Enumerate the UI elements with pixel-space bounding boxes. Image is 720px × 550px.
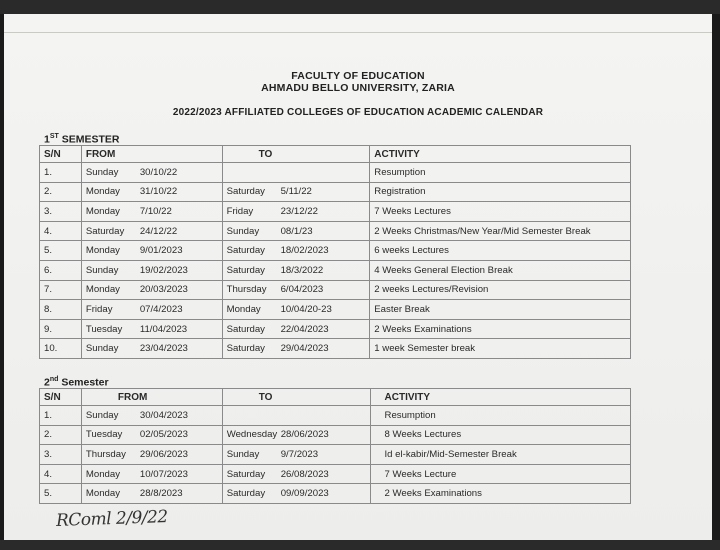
to-day: Thursday (226, 284, 267, 296)
to-day: Saturday (226, 186, 265, 198)
from-date: 11/04/2023 (139, 323, 188, 335)
cell-activity: 7 Weeks Lectures (370, 202, 631, 222)
cell-from (81, 241, 222, 261)
cell-to (222, 260, 370, 280)
cell-activity: Easter Break (370, 300, 631, 320)
table-row (40, 280, 631, 300)
from-date: 23/04/2023 (139, 343, 188, 355)
cell-from (81, 406, 222, 426)
cell-sn: 8. (40, 300, 82, 320)
from-day: Sunday (85, 264, 119, 276)
col-header-to: TO (222, 146, 370, 163)
from-date: 30/10/22 (139, 166, 178, 178)
cell-to (222, 182, 370, 202)
to-day: Sunday (226, 225, 260, 237)
cell-activity: Resumption (370, 163, 631, 183)
to-day: Saturday (226, 323, 265, 335)
table-row (40, 221, 631, 241)
from-day: Tuesday (85, 429, 123, 441)
to-date: 26/08/2023 (280, 468, 329, 480)
table-row (40, 300, 631, 320)
cell-from (81, 464, 222, 484)
cell-sn: 4. (40, 221, 82, 241)
cell-sn: 1. (40, 406, 82, 426)
semester2-table (39, 388, 631, 504)
to-day: Friday (226, 205, 254, 217)
calendar-title: 2022/2023 AFFILIATED COLLEGES OF EDUCATION ACADEMIC CALENDAR (172, 107, 544, 118)
table-header-row (40, 389, 631, 406)
cell-to (222, 445, 370, 465)
cell-sn: 3. (40, 445, 82, 465)
to-day: Saturday (226, 488, 266, 500)
col-header-activity: ACTIVITY (370, 146, 631, 163)
col-header-from: FROM (81, 389, 222, 406)
from-date: 07/4/2023 (139, 303, 183, 315)
to-date: 18/02/2023 (280, 245, 329, 257)
semester1-title: 1ST SEMESTER (44, 133, 120, 146)
to-date: 9/7/2023 (280, 448, 319, 460)
cell-sn: 7. (40, 280, 82, 300)
from-day: Monday (85, 245, 120, 257)
cell-activity: 8 Weeks Lectures (370, 425, 630, 445)
table-row (40, 319, 631, 339)
to-day: Saturday (226, 245, 265, 257)
cell-to (222, 406, 370, 426)
cell-activity: Id el-kabir/Mid-Semester Break (370, 445, 630, 465)
table-row (40, 241, 631, 261)
cell-from (81, 445, 222, 465)
cell-from (81, 319, 222, 339)
to-date: 6/04/2023 (280, 284, 324, 296)
to-day: Saturday (226, 264, 265, 276)
from-day: Thursday (85, 448, 126, 460)
cell-sn: 10. (40, 339, 82, 359)
cell-to (222, 300, 370, 320)
faculty-heading: FACULTY OF EDUCATION (291, 70, 425, 82)
table-header-row (40, 146, 631, 163)
to-date: 29/04/2023 (280, 343, 329, 355)
from-date: 28/8/2023 (139, 488, 183, 500)
cell-activity: 2 Weeks Examinations (370, 319, 631, 339)
from-date: 9/01/2023 (139, 245, 183, 257)
cell-to (222, 241, 370, 261)
cell-to (222, 484, 370, 504)
cell-sn: 1. (40, 163, 82, 183)
cell-from (81, 280, 222, 300)
cell-sn: 5. (40, 241, 82, 261)
cell-to (222, 280, 370, 300)
from-date: 7/10/22 (139, 205, 172, 217)
cell-from (81, 300, 222, 320)
document-page (4, 14, 712, 540)
cell-activity: 1 week Semester break (370, 339, 631, 359)
to-date: 10/04/20-23 (280, 303, 332, 315)
table-row (40, 445, 631, 465)
from-day: Monday (85, 284, 120, 296)
cell-from (81, 182, 222, 202)
col-header-from: FROM (81, 146, 222, 163)
university-heading: AHMADU BELLO UNIVERSITY, ZARIA (261, 82, 455, 94)
cell-to (222, 221, 370, 241)
semester2-title: 2nd Semester (44, 376, 109, 389)
to-day: Sunday (226, 448, 260, 460)
from-day: Sunday (85, 409, 119, 421)
table-row (40, 260, 631, 280)
table-row (40, 484, 631, 504)
cell-to (222, 464, 370, 484)
cell-activity: 7 Weeks Lecture (370, 464, 630, 484)
from-date: 29/06/2023 (139, 448, 188, 460)
to-date: 23/12/22 (280, 205, 318, 217)
table-row (40, 464, 631, 484)
cell-from (81, 484, 222, 504)
to-day: Monday (226, 303, 261, 315)
cell-sn: 3. (40, 202, 82, 222)
table-row (40, 406, 631, 426)
to-date: 08/1/23 (280, 225, 313, 237)
cell-to (222, 339, 370, 359)
from-date: 20/03/2023 (139, 284, 188, 296)
table-row (40, 425, 631, 445)
cell-from (81, 260, 222, 280)
from-day: Monday (85, 488, 121, 500)
photo-bottom-edge (0, 540, 720, 550)
cell-sn: 4. (40, 464, 82, 484)
cell-to (222, 202, 370, 222)
col-header-activity: ACTIVITY (370, 389, 630, 406)
to-date: 18/3/2022 (280, 264, 324, 276)
cell-activity: 2 Weeks Christmas/New Year/Mid Semester Break (370, 221, 631, 241)
cell-sn: 2. (40, 425, 82, 445)
from-day: Sunday (85, 166, 119, 178)
table-row (40, 163, 631, 183)
col-header-sn: S/N (40, 146, 82, 163)
cell-to (222, 163, 370, 183)
cell-from (81, 339, 222, 359)
photo-top-edge (0, 0, 720, 14)
from-date: 30/04/2023 (139, 409, 188, 421)
from-date: 24/12/22 (139, 225, 178, 237)
from-day: Monday (85, 186, 120, 198)
cell-activity: Registration (370, 182, 631, 202)
cell-from (81, 163, 222, 183)
table-row (40, 202, 631, 222)
to-day: Saturday (226, 343, 265, 355)
from-day: Sunday (85, 343, 119, 355)
from-date: 10/07/2023 (139, 468, 188, 480)
cell-sn: 9. (40, 319, 82, 339)
cell-from (81, 221, 222, 241)
from-day: Tuesday (85, 323, 123, 335)
cell-activity: 6 weeks Lectures (370, 241, 631, 261)
from-date: 19/02/2023 (139, 264, 188, 276)
from-day: Friday (85, 303, 113, 315)
col-header-sn: S/N (40, 389, 82, 406)
table-row (40, 339, 631, 359)
to-day: Wednesday (226, 429, 278, 441)
semester1-table (39, 145, 631, 359)
to-date: 28/06/2023 (280, 429, 329, 441)
col-header-to: TO (222, 389, 370, 406)
cell-sn: 5. (40, 484, 82, 504)
cell-activity: Resumption (370, 406, 630, 426)
cell-activity: 2 weeks Lectures/Revision (370, 280, 631, 300)
to-date: 09/09/2023 (280, 488, 329, 500)
cell-sn: 6. (40, 260, 82, 280)
cell-from (81, 202, 222, 222)
cell-to (222, 319, 370, 339)
cell-activity: 4 Weeks General Election Break (370, 260, 631, 280)
from-date: 31/10/22 (139, 186, 178, 198)
table-row (40, 182, 631, 202)
to-day: Saturday (226, 468, 266, 480)
to-date: 5/11/22 (280, 186, 312, 198)
to-date: 22/04/2023 (280, 323, 329, 335)
cell-activity: 2 Weeks Examinations (370, 484, 630, 504)
from-day: Saturday (85, 225, 125, 237)
cell-sn: 2. (40, 182, 82, 202)
cell-to (222, 425, 370, 445)
from-day: Monday (85, 205, 120, 217)
cell-from (81, 425, 222, 445)
handwritten-signature: RComl 2/9/22 (55, 507, 169, 531)
from-date: 02/05/2023 (139, 429, 188, 441)
from-day: Monday (85, 468, 121, 480)
